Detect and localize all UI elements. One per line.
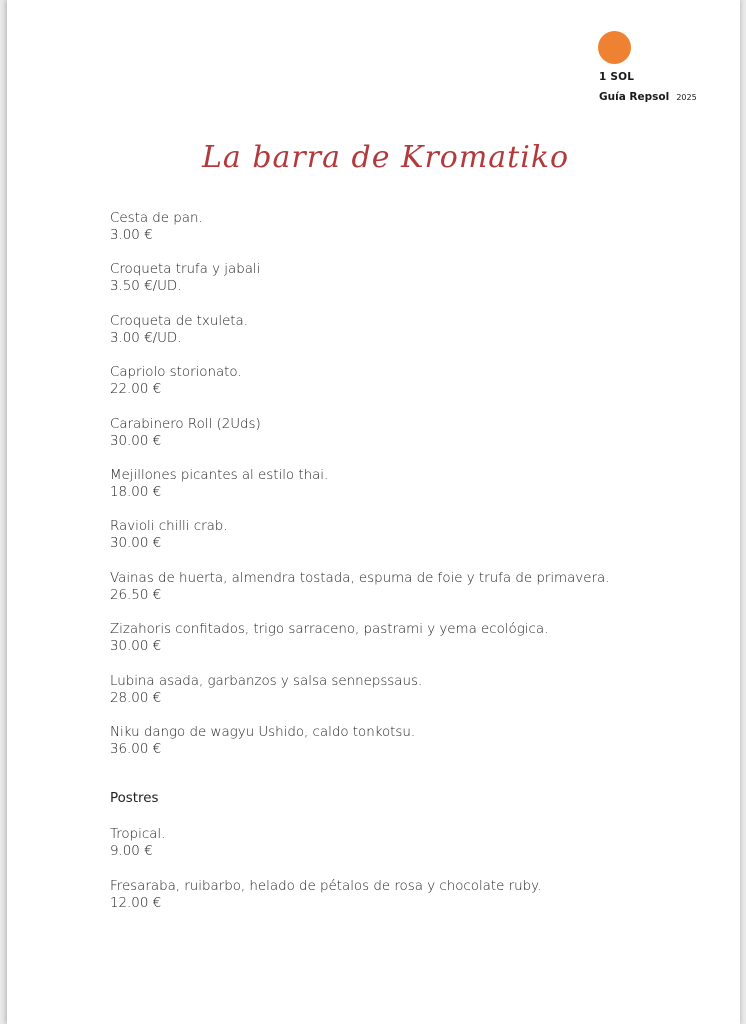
item-price: 18.00 € [110, 484, 162, 500]
badge-guide-name: Guía Repsol [599, 91, 670, 103]
item-name: Croqueta de txuleta. [110, 313, 249, 329]
badge-guide-line [599, 85, 697, 104]
menu-page [7, 0, 740, 1024]
item-price: 36.00 € [110, 741, 162, 757]
menu-item [110, 724, 710, 775]
menu-item [110, 313, 710, 364]
menu-item [110, 570, 710, 621]
item-price: 30.00 € [110, 433, 162, 449]
badge-sol-count: 1 SOL [599, 71, 635, 83]
menu-item [110, 261, 710, 312]
item-name: Cesta de pan. [110, 211, 203, 226]
menu-item [110, 416, 710, 467]
item-price: 3.00 € [110, 228, 153, 243]
item-name: Mejillones picantes al estilo thai. [110, 467, 329, 483]
item-name: Lubina asada, garbanzos y salsa sennepssaus. [110, 673, 423, 689]
menu-list [110, 210, 710, 929]
menu-item [110, 364, 710, 415]
dessert-item [110, 878, 710, 929]
dessert-items [110, 826, 710, 929]
repsol-guide-badge [598, 31, 708, 101]
item-name: Niku dango de wagyu Ushido, caldo tonkotsu. [110, 724, 416, 740]
item-price: 26.50 € [110, 587, 162, 603]
item-name: Ravioli chilli crab. [110, 519, 228, 535]
page-title: La barra de Kromatiko [202, 140, 570, 175]
sun-icon [598, 31, 631, 64]
dessert-item [110, 826, 710, 877]
item-price: 3.50 €/UD. [110, 279, 182, 295]
item-name: Zizahoris confitados, trigo sarraceno, pastrami y yema ecológica. [110, 622, 549, 638]
item-name: Tropical. [110, 827, 166, 843]
item-name: Carabinero Roll (2Uds) [110, 416, 261, 432]
item-name: Fresaraba, ruibarbo, helado de pétalos de rosa y chocolate ruby. [110, 878, 542, 894]
desserts-heading: Postres [110, 791, 159, 807]
menu-item [110, 621, 710, 672]
menu-item [110, 673, 710, 724]
item-price: 28.00 € [110, 690, 162, 706]
menu-item [110, 467, 710, 518]
item-price: 30.00 € [110, 639, 162, 655]
item-price: 12.00 € [110, 895, 162, 911]
item-name: Croqueta trufa y jabali [110, 262, 261, 278]
item-price: 22.00 € [110, 382, 162, 398]
item-name: Capriolo storionato. [110, 365, 242, 381]
menu-item [110, 210, 710, 261]
badge-year: 2025 [676, 93, 697, 102]
main-items [110, 210, 710, 775]
item-price: 9.00 € [110, 844, 153, 860]
item-price: 3.00 €/UD. [110, 330, 182, 346]
item-price: 30.00 € [110, 536, 162, 552]
menu-item [110, 518, 710, 569]
item-name: Vainas de huerta, almendra tostada, espuma de foie y trufa de primavera. [110, 570, 610, 586]
